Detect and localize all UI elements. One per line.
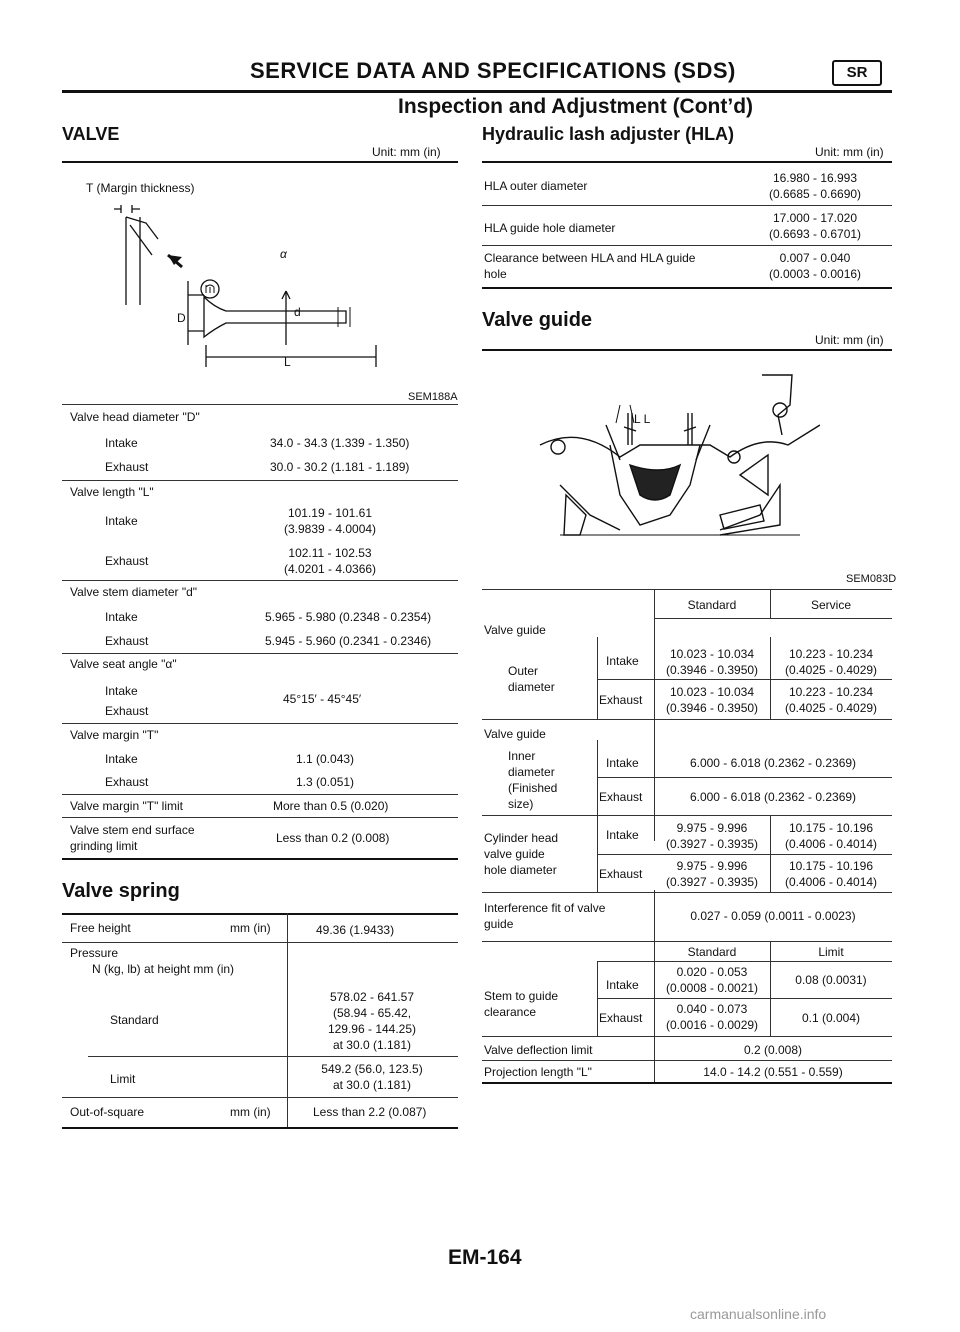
- hla-clearance-label-1: Clearance between HLA and HLA guide: [484, 251, 696, 265]
- hla-outer-value-1: 16.980 - 16.993: [772, 171, 858, 185]
- id-intake-value: 6.000 - 6.018 (0.2362 - 0.2369): [689, 756, 857, 770]
- clearance-limit-header: Limit: [818, 945, 844, 959]
- interference-fit-value: 0.027 - 0.059 (0.0011 - 0.0023): [690, 909, 856, 923]
- margin-intake-value: 1.1 (0.043): [296, 752, 355, 766]
- cyl-intake-std-2: (0.3927 - 0.3935): [665, 837, 759, 851]
- margin-limit-label: Valve margin "T" limit: [70, 799, 183, 813]
- cam-bracket: [762, 375, 792, 435]
- head-outline-top: [540, 425, 820, 457]
- cyl-intake-std-1: 9.975 - 9.996: [676, 821, 748, 835]
- hla-clearance-label-2: hole: [484, 267, 507, 281]
- stem-intake-label: Intake: [105, 610, 138, 624]
- deflection-value: 0.2 (0.008): [743, 1043, 803, 1057]
- interference-fit-label-1: Interference fit of valve: [484, 901, 606, 915]
- cylinder-head-label-2: valve guide: [484, 847, 545, 861]
- figure-code: SEM188A: [408, 391, 458, 403]
- head-exhaust-value: 30.0 - 30.2 (1.181 - 1.189): [270, 460, 410, 474]
- cyl-exhaust-srv-2: (0.4006 - 0.4014): [784, 875, 878, 889]
- cylinder-head-diagram: [520, 365, 820, 555]
- out-of-square-unit: mm (in): [230, 1105, 271, 1119]
- projection-length-label: Projection length "L": [484, 1065, 592, 1079]
- stem-intake-std-1: 0.020 - 0.053: [676, 965, 748, 979]
- guide-unit: Unit: mm (in): [815, 333, 884, 347]
- guide-service-header: Service: [810, 598, 851, 612]
- valve-top-rule: [62, 161, 458, 163]
- spring-standard-value-3: 129.96 - 144.25): [327, 1022, 417, 1036]
- length-exhaust-value-1: 102.11 - 102.53: [288, 546, 372, 560]
- pressure-unit: N (kg, lb) at height mm (in): [92, 962, 235, 976]
- od-intake-std-1: 10.023 - 10.034: [669, 647, 755, 661]
- free-height-unit: mm (in): [230, 921, 271, 935]
- grinding-label-1: Valve stem end surface: [70, 823, 195, 837]
- od-intake-srv-2: (0.4025 - 0.4029): [784, 663, 878, 677]
- projection-markers: L L: [634, 412, 651, 426]
- outer-diameter-label-2: diameter: [508, 680, 555, 694]
- pressure-label: Pressure: [70, 946, 119, 960]
- hla-clearance-value-2: (0.0003 - 0.0016): [768, 267, 862, 281]
- id-intake-label: Intake: [606, 756, 639, 770]
- margin-exhaust-label: Exhaust: [105, 775, 149, 789]
- head-intake-value: 34.0 - 34.3 (1.339 - 1.350): [270, 436, 410, 450]
- page-number: EM-164: [448, 1246, 522, 1269]
- cylinder-head-label-3: hole diameter: [484, 863, 557, 877]
- length-exhaust-label: Exhaust: [105, 554, 149, 568]
- margin-label: Valve margin "T": [70, 728, 159, 742]
- seat-intake-label: Intake: [105, 684, 138, 698]
- stem-exhaust-label: Exhaust: [599, 1011, 643, 1025]
- cylinder-head-label-1: Cylinder head: [484, 831, 559, 845]
- clearance-standard-header: Standard: [687, 945, 737, 959]
- alpha-label: α: [280, 247, 287, 261]
- length-intake-value-1: 101.19 - 101.61: [287, 506, 373, 520]
- free-height-value: 49.36 (1.9433): [316, 923, 395, 937]
- inner-diameter-label-1: Inner: [508, 749, 536, 763]
- header-rule: [62, 90, 892, 93]
- spring-limit-value-1: 549.2 (56.0, 123.5): [321, 1062, 423, 1076]
- seat-angle-value: 45°15′ - 45°45′: [283, 692, 362, 706]
- od-intake-label: Intake: [606, 654, 639, 668]
- cyl-exhaust-label: Exhaust: [599, 867, 643, 881]
- spring-section-title: Valve spring: [62, 880, 180, 902]
- valve-section-title: VALVE: [62, 124, 120, 144]
- grinding-label-2: grinding limit: [70, 839, 138, 853]
- d-stem-label: d: [294, 305, 301, 319]
- d-head-label: D: [177, 311, 186, 325]
- hla-guide-label: HLA guide hole diameter: [484, 221, 616, 235]
- cyl-intake-label: Intake: [606, 828, 639, 842]
- site-watermark: carmanualsonline.info: [690, 1306, 827, 1322]
- od-exhaust-srv-2: (0.4025 - 0.4029): [784, 701, 878, 715]
- spring-limit-value-2: at 30.0 (1.181): [332, 1078, 412, 1092]
- hla-section-title: Hydraulic lash adjuster (HLA): [482, 124, 735, 144]
- od-exhaust-srv-1: 10.223 - 10.234: [788, 685, 874, 699]
- stem-intake-value: 5.965 - 5.980 (0.2348 - 0.2354): [265, 610, 432, 624]
- hla-guide-value-1: 17.000 - 17.020: [772, 211, 858, 225]
- seat-angle-line: [130, 225, 152, 255]
- stem-intake-limit: 0.08 (0.0031): [795, 973, 867, 987]
- bolt-hole-left: [551, 440, 565, 454]
- head-exhaust-label: Exhaust: [105, 460, 149, 474]
- hla-outer-label: HLA outer diameter: [484, 179, 588, 193]
- length-intake-value-2: (3.9839 - 4.0004): [283, 522, 377, 536]
- hla-unit: Unit: mm (in): [815, 145, 884, 159]
- hla-outer-value-2: (0.6685 - 0.6690): [768, 187, 862, 201]
- valve-stem: [204, 297, 346, 337]
- margin-exhaust-value: 1.3 (0.051): [296, 775, 355, 789]
- valve-length-label: Valve length "L": [70, 485, 154, 499]
- spring-limit-label: Limit: [110, 1072, 136, 1086]
- length-exhaust-value-2: (4.0201 - 4.0366): [283, 562, 377, 576]
- stem-exhaust-value: 5.945 - 5.960 (0.2341 - 0.2346): [265, 634, 432, 648]
- projection-length-value: 14.0 - 14.2 (0.551 - 0.559): [703, 1065, 843, 1079]
- stem-intake-std-2: (0.0008 - 0.0021): [665, 981, 759, 995]
- stem-clearance-label-2: clearance: [484, 1005, 537, 1019]
- stem-diameter-label: Valve stem diameter "d": [70, 585, 198, 599]
- head-intake-label: Intake: [105, 436, 138, 450]
- cyl-intake-srv-2: (0.4006 - 0.4014): [784, 837, 878, 851]
- head-diameter-label: Valve head diameter "D": [70, 410, 200, 424]
- od-intake-std-2: (0.3946 - 0.3950): [665, 663, 759, 677]
- od-exhaust-std-2: (0.3946 - 0.3950): [665, 701, 759, 715]
- inner-diameter-label-3: (Finished: [508, 781, 558, 795]
- cyl-exhaust-srv-1: 10.175 - 10.196: [788, 859, 874, 873]
- length-dimension: [206, 291, 376, 367]
- margin-dimension-marks: [114, 205, 140, 213]
- exhaust-port: [720, 505, 764, 529]
- stem-exhaust-limit: 0.1 (0.004): [801, 1011, 861, 1025]
- id-exhaust-value: 6.000 - 6.018 (0.2362 - 0.2369): [689, 790, 857, 804]
- margin-limit-value: More than 0.5 (0.020): [273, 799, 389, 813]
- length-intake-label: Intake: [105, 514, 138, 528]
- out-of-square-label: Out-of-square: [70, 1105, 145, 1119]
- intake-port: [564, 495, 586, 535]
- od-exhaust-std-1: 10.023 - 10.034: [669, 685, 755, 699]
- id-exhaust-label: Exhaust: [599, 790, 643, 804]
- guide-standard-header: Standard: [687, 598, 737, 612]
- stem-exhaust-label: Exhaust: [105, 634, 149, 648]
- stem-exhaust-std-1: 0.040 - 0.073: [676, 1002, 748, 1016]
- inner-diameter-label-4: size): [508, 797, 534, 811]
- guide-label-2: Valve guide: [484, 727, 546, 741]
- valve-diagram: [86, 195, 386, 375]
- spring-standard-value-4: at 30.0 (1.181): [332, 1038, 412, 1052]
- od-intake-srv-1: 10.223 - 10.234: [788, 647, 874, 661]
- stem-clearance-label-1: Stem to guide: [484, 989, 559, 1003]
- spring-standard-value-2: (58.94 - 65.42,: [332, 1006, 412, 1020]
- cyl-intake-srv-1: 10.175 - 10.196: [788, 821, 874, 835]
- deflection-label: Valve deflection limit: [484, 1043, 593, 1057]
- page-header-title: SERVICE DATA AND SPECIFICATIONS (SDS): [250, 58, 736, 83]
- margin-thickness-label: T (Margin thickness): [86, 181, 195, 195]
- spring-standard-value-1: 578.02 - 641.57: [329, 990, 415, 1004]
- length-label: L: [284, 355, 291, 369]
- hla-guide-value-2: (0.6693 - 0.6701): [768, 227, 862, 241]
- seat-exhaust-label: Exhaust: [105, 704, 149, 718]
- valve-head-outline: [126, 217, 158, 305]
- outer-diameter-label-1: Outer: [508, 664, 539, 678]
- wedge-detail: [740, 455, 768, 495]
- out-of-square-value: Less than 2.2 (0.087): [313, 1105, 427, 1119]
- hla-clearance-value-1: 0.007 - 0.040: [779, 251, 851, 265]
- page-subtitle: Inspection and Adjustment (Cont’d): [398, 95, 754, 118]
- free-height-label: Free height: [70, 921, 131, 935]
- valve-unit: Unit: mm (in): [372, 145, 441, 159]
- spring-standard-label: Standard: [110, 1013, 159, 1027]
- valve-guides: [606, 425, 710, 460]
- interference-fit-label-2: guide: [484, 917, 514, 931]
- section-badge: SR: [832, 60, 882, 86]
- margin-intake-label: Intake: [105, 752, 138, 766]
- guide-section-title: Valve guide: [482, 309, 593, 331]
- cyl-exhaust-std-1: 9.975 - 9.996: [676, 859, 748, 873]
- grinding-value: Less than 0.2 (0.008): [276, 831, 390, 845]
- guide-figure-code: SEM083D: [846, 573, 897, 585]
- od-exhaust-label: Exhaust: [599, 693, 643, 707]
- inner-diameter-label-2: diameter: [508, 765, 555, 779]
- stem-intake-label: Intake: [606, 978, 639, 992]
- cyl-exhaust-std-2: (0.3927 - 0.3935): [665, 875, 759, 889]
- stem-exhaust-std-2: (0.0016 - 0.0029): [665, 1018, 759, 1032]
- seat-angle-label: Valve seat angle "α": [70, 657, 177, 671]
- guide-label-1: Valve guide: [484, 623, 546, 637]
